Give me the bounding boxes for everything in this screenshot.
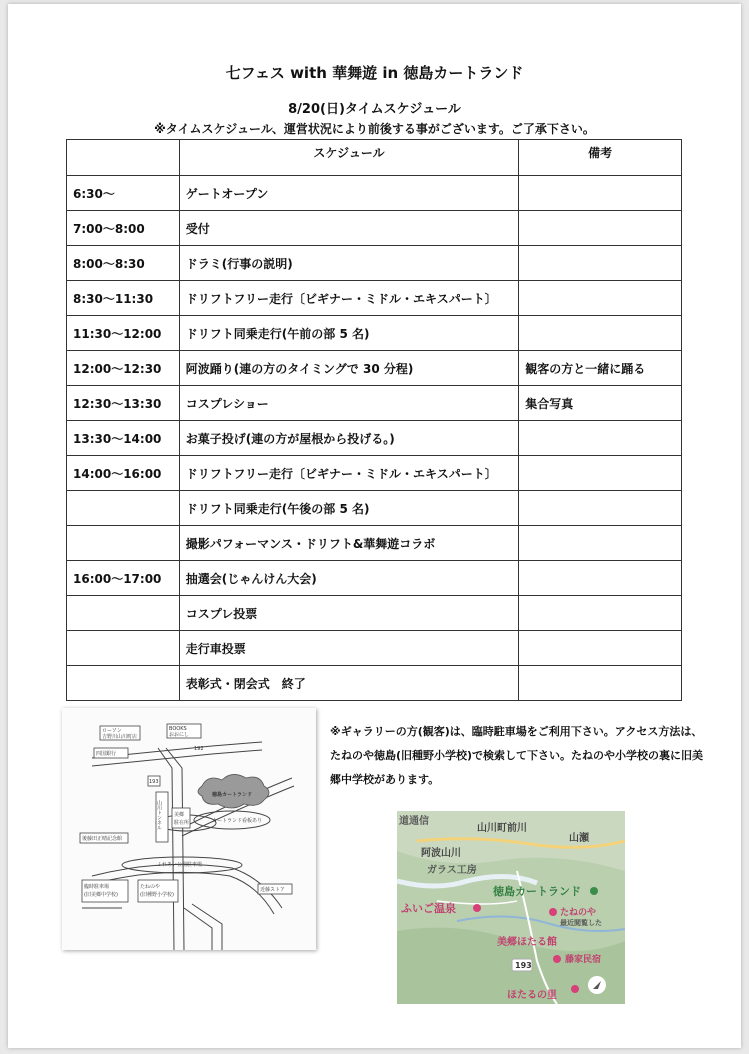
schedule-cell: ドラミ(行事の説明) (179, 246, 518, 281)
sketch-label-rinji-sub: (旧美郷中学校) (84, 892, 118, 898)
sketch-label-kondo: 近藤ストア (260, 887, 285, 893)
map-label-route: 193 (515, 961, 532, 970)
sketch-label-taneno-sub: (旧種野小学校) (140, 892, 174, 898)
time-cell (67, 596, 180, 631)
minshuku-pin-icon (553, 955, 561, 963)
onsen-pin-icon (473, 904, 481, 912)
sketch-label-misato-sub: 駐在所 (174, 820, 190, 826)
schedule-cell: ドリフト同乗走行(午後の部 5 名) (179, 491, 518, 526)
table-row (67, 526, 682, 561)
table-row (67, 456, 682, 491)
sketch-label-books: BOOKS (169, 726, 187, 732)
note-cell (519, 631, 682, 666)
map-label-taneno: たねのや (560, 908, 597, 918)
schedule-cell: 阿波踊り(連の方のタイミングで 30 分程) (179, 351, 518, 386)
time-cell (67, 526, 180, 561)
time-cell: 16:00～17:00 (67, 561, 180, 596)
time-cell: 14:00～16:00 (67, 456, 180, 491)
map-label-fui: ふいご温泉 (401, 902, 456, 915)
schedule-cell: 表彰式・閉会式 終了 (179, 666, 518, 701)
map-label-top: 道通信 (399, 816, 429, 827)
sketch-label-lawson: ローソン (102, 728, 122, 734)
time-cell (67, 491, 180, 526)
note-cell (519, 596, 682, 631)
schedule-cell: 抽選会(じゃんけん大会) (179, 561, 518, 596)
header-schedule: スケジュール (179, 140, 518, 176)
schedule-cell: コスプレ投票 (179, 596, 518, 631)
table-row (67, 631, 682, 666)
schedule-cell: 撮影パフォーマンス・ドリフト&華舞遊コラボ (179, 526, 518, 561)
note-cell (519, 176, 682, 211)
map-label-hotaru-sato: ほたるの里 (507, 990, 557, 1001)
sketch-label-lawson-sub: 吉野川山川町店 (102, 734, 138, 740)
time-cell: 13:30～14:00 (67, 421, 180, 456)
sketch-label-misato: 美郷 (174, 812, 185, 818)
time-cell: 7:00～8:00 (67, 211, 180, 246)
note-cell (519, 561, 682, 596)
schedule-cell: お菓子投げ(連の方が屋根から投げる。) (179, 421, 518, 456)
access-sketch-map (62, 708, 316, 950)
photo-map-svg (397, 811, 625, 1004)
note-cell: 観客の方と一緒に踊る (519, 351, 682, 386)
sketch-label-tunnel: 山川トンネル (156, 800, 162, 830)
note-cell (519, 491, 682, 526)
schedule-cell: ドリフトフリー走行〔ビギナー・ミドル・エキスパート〕 (179, 456, 518, 491)
schedule-cell: ドリフト同乗走行(午前の部 5 名) (179, 316, 518, 351)
table-row (67, 316, 682, 351)
map-label-kartland: 徳島カートランド (493, 885, 581, 898)
page-title: 七フェス with 華舞遊 in 徳島カートランド (225, 64, 524, 82)
schedule-cell: ゲートオープン (179, 176, 518, 211)
table-row (67, 491, 682, 526)
table-row (67, 281, 682, 316)
note-cell (519, 666, 682, 701)
schedule-cell: ドリフトフリー走行〔ビギナー・ミドル・エキスパート〕 (179, 281, 518, 316)
sketch-map-svg (62, 708, 316, 950)
sketch-label-rinji: 臨時駐車場 (84, 884, 110, 890)
time-cell: 8:30～11:30 (67, 281, 180, 316)
note-cell (519, 526, 682, 561)
map-label-yamase: 山瀬 (569, 833, 589, 844)
map-label-hotaru-kan: 美郷ほたる館 (497, 937, 557, 948)
note-cell (519, 246, 682, 281)
table-row (67, 561, 682, 596)
time-cell: 12:30～13:30 (67, 386, 180, 421)
time-cell (67, 666, 180, 701)
note-cell: 集合写真 (519, 386, 682, 421)
time-cell (67, 631, 180, 666)
kartland-pin-icon (590, 887, 598, 895)
sketch-label-shikoku: 四国銀行 (96, 751, 117, 757)
access-instructions: ※ギャラリーの方(観客)は、臨時駐車場をご利用下さい。アクセス方法は、たねのや徳島(旧種野小学校)で検索して下さい。たねのや小学校の裏に旧美郷中学校があります。 (330, 725, 704, 786)
table-row (67, 351, 682, 386)
note-cell (519, 281, 682, 316)
sketch-label-fureai: ふれあい公園駐車場 (157, 862, 203, 868)
schedule-table (66, 139, 682, 701)
time-cell: 6:30～ (67, 176, 180, 211)
table-row (67, 596, 682, 631)
hotaru-pin-icon (571, 985, 579, 993)
time-cell: 12:00～12:30 (67, 351, 180, 386)
time-cell: 11:30～12:00 (67, 316, 180, 351)
time-cell: 8:00～8:30 (67, 246, 180, 281)
table-row (67, 176, 682, 211)
map-label-yamakawa: 山川町前川 (477, 823, 527, 834)
sketch-label-r193: 193 (149, 779, 159, 785)
schedule-cell: 受付 (179, 211, 518, 246)
taneno-pin-icon (549, 908, 557, 916)
note-cell (519, 211, 682, 246)
schedule-notice: ※タイムスケジュール、運営状況により前後する事がございます。ご了承下さい。 (154, 122, 595, 136)
table-header-row (67, 140, 682, 176)
note-cell (519, 456, 682, 491)
note-cell (519, 421, 682, 456)
sketch-label-r192: 192 (194, 746, 204, 752)
table-row (67, 211, 682, 246)
schedule-cell: コスプレショー (179, 386, 518, 421)
schedule-cell: 走行車投票 (179, 631, 518, 666)
map-label-taneno-sub: 最近閲覧した (560, 919, 602, 927)
map-label-glass: ガラス工房 (427, 865, 477, 876)
table-row (67, 386, 682, 421)
sketch-label-taneno: たねのや (140, 884, 161, 890)
header-note: 備考 (519, 140, 682, 176)
header-time (67, 140, 180, 176)
table-row (67, 666, 682, 701)
map-label-awa: 阿波山川 (421, 848, 461, 859)
sketch-label-kartland: 徳島カートランド (212, 792, 253, 798)
sketch-label-ichikawa: 後藤田正晴記念館 (82, 836, 123, 842)
table-row (67, 246, 682, 281)
note-cell (519, 316, 682, 351)
sketch-label-books-sub: おおにし (169, 732, 190, 738)
page-subtitle: 8/20(日)タイムスケジュール (288, 102, 461, 117)
area-map-image (397, 811, 625, 1004)
table-row (67, 421, 682, 456)
map-label-minshuku: 藤家民宿 (565, 955, 602, 965)
sketch-label-sign: カートランド看板あり (212, 818, 263, 824)
